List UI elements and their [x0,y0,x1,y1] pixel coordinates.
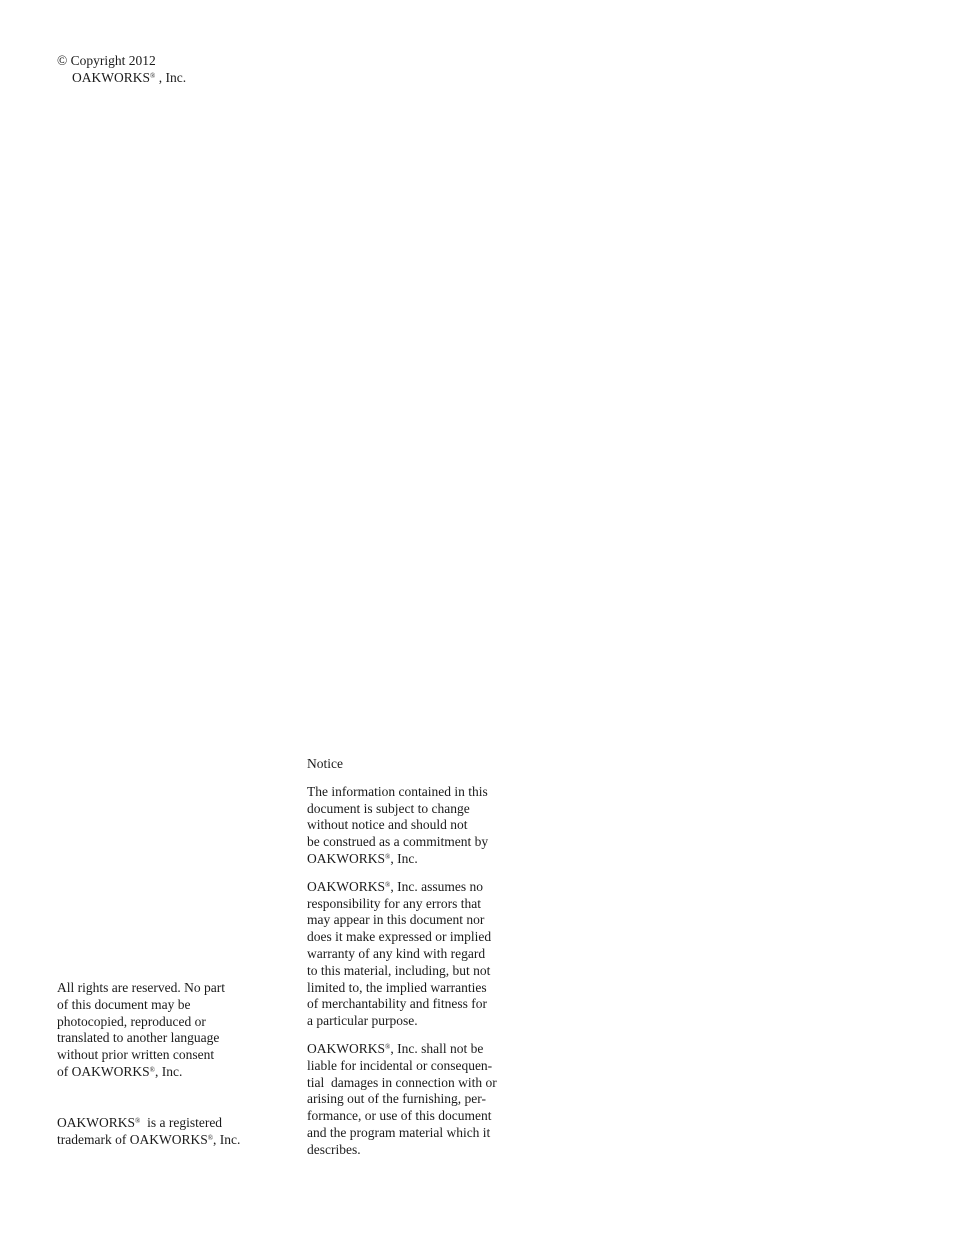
notice-brand: OAKWORKS [307,850,386,866]
notice-line: without notice and should not [307,817,468,833]
notice-line: arising out of the furnishing, per- [307,1091,486,1107]
notice-line: may appear in this document nor [307,912,485,928]
registered-mark: ® [149,1065,155,1074]
notice-line: a particular purpose. [307,1013,418,1029]
rights-line: of this document may be [57,996,191,1012]
copyright-company-line [57,70,186,87]
notice-brand: OAKWORKS [307,878,386,894]
notice-paragraph-1 [307,784,497,868]
rights-line: without prior written consent [57,1047,215,1063]
notice-line: liable for incidental or consequen- [307,1057,493,1073]
rights-line: photocopied, reproduced or [57,1013,206,1029]
notice-column [307,756,497,1170]
rights-line-last [57,1064,225,1081]
trademark-line-2 [57,1132,240,1149]
notice-line [307,879,497,896]
notice-line: to this material, including, but not [307,962,491,978]
notice-line: and the program material which it [307,1124,491,1140]
rights-reserved-block [57,980,225,1081]
registered-mark: ® [385,1042,391,1051]
notice-suffix: , Inc. [390,850,418,866]
copyright-suffix: , Inc. [155,69,187,85]
trademark-brand: OAKWORKS [57,1115,136,1130]
trademark-block [57,1115,240,1149]
rights-brand: of OAKWORKS [57,1063,150,1079]
trademark-text: trademark of OAKWORKS [57,1131,208,1147]
registered-mark: ® [150,71,156,80]
rights-line: All rights are reserved. No part [57,980,225,995]
copyright-block [57,53,186,87]
notice-line: responsibility for any errors that [307,895,481,911]
trademark-text: is a registered [140,1115,223,1130]
notice-line: does it make expressed or implied [307,929,492,945]
notice-line: describes. [307,1141,361,1157]
notice-line: be construed as a commitment by [307,834,489,850]
notice-brand: OAKWORKS [307,1040,386,1056]
notice-line: The information contained in this [307,783,488,799]
rights-line: translated to another language [57,1030,220,1046]
notice-text: , Inc. assumes no [390,878,483,894]
registered-mark: ® [207,1133,214,1142]
copyright-brand: OAKWORKS [72,69,151,85]
copyright-year-line: © Copyright 2012 [57,53,156,68]
notice-heading: Notice [307,756,343,771]
registered-mark: ® [385,880,391,889]
notice-paragraph-3 [307,1041,497,1159]
rights-suffix: , Inc. [154,1063,183,1079]
notice-line: of merchantability and fitness for [307,996,487,1012]
notice-line: formance, or use of this document [307,1108,492,1124]
notice-line: warranty of any kind with regard [307,945,486,961]
notice-line [307,1041,497,1058]
trademark-suffix: , Inc. [213,1131,241,1147]
registered-mark: ® [135,1117,141,1125]
notice-line: document is subject to change [307,800,470,816]
notice-text: , Inc. shall not be [390,1040,484,1056]
notice-paragraph-2 [307,879,497,1030]
notice-line: limited to, the implied warranties [307,979,487,995]
notice-line: tial damages in connection with or [307,1074,497,1090]
trademark-line-1 [57,1115,240,1132]
registered-mark: ® [385,852,391,861]
notice-line [307,851,497,868]
